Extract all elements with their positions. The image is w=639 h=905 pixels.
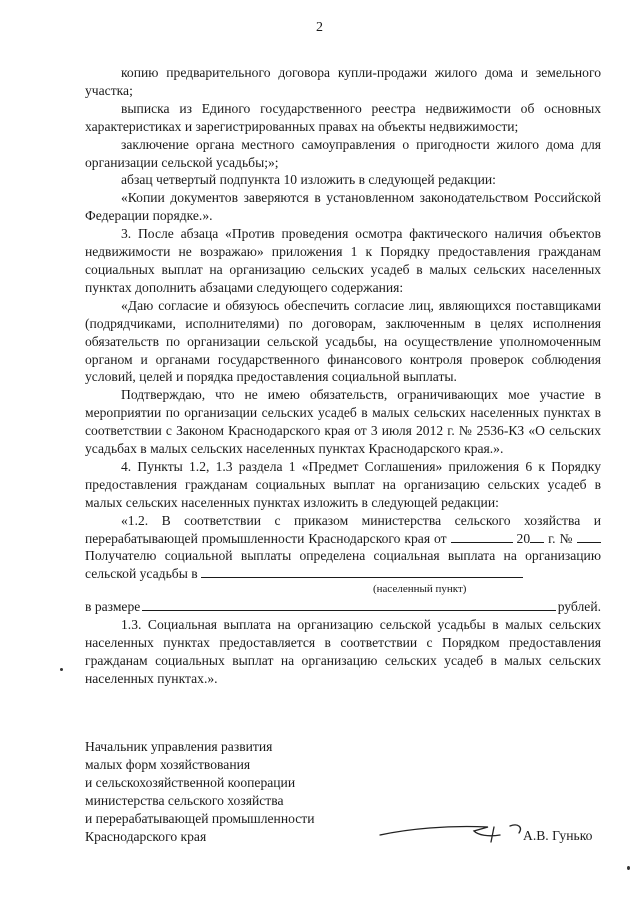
paragraph-subclause-10-intro: абзац четвертый подпункта 10 изложить в следующей редакции: [121, 172, 496, 188]
paragraph-item-4: 4. Пункты 1.2, 1.3 раздела 1 «Предмет Соглашения» приложения 6 к Порядку предоставления гражданам социальных выплат на организацию сельских усадеб в малых сельских населенных пунктах изложить в следующей редакции: [85, 458, 601, 510]
paragraph-local-authority-conclusion: заключение органа местного самоуправления о пригодности жилого дома для организации сельской усадьбы;»; [85, 136, 601, 170]
signatory-title-line: и сельскохозяйственной кооперации [85, 774, 296, 790]
signatory-title-line: Начальник управления развития [85, 739, 273, 754]
signatory-title-line: и перерабатывающей промышленности [85, 810, 315, 826]
signatory-title-line: Краснодарского края [85, 828, 207, 844]
paragraph-copies-certified: «Копии документов заверяются в установленном законодательством Российской Федерации порядке.». [85, 190, 601, 224]
clause-1-2-text-b: Получателю социальной выплаты определена социальная выплата на организацию сельской усадьбы в [85, 548, 601, 582]
scan-speck [60, 668, 63, 671]
paragraph-clause-1-3: 1.3. Социальная выплата на организацию сельской усадьбы в малых сельских населенных пунктах предоставляется в соответствии с Порядком предоставления гражданам социальных выплат на организацию сельских усадеб в малых сельских населенных пунктах.». [85, 617, 601, 686]
signatory-title-block [85, 738, 314, 845]
signer-name: А.В. Гунько [523, 828, 593, 843]
signatory-title-line: малых форм хозяйствования [85, 756, 251, 772]
settlement-blank [201, 565, 523, 578]
payment-size-suffix: рублей. [557, 599, 601, 615]
clause-1-2-number-sign: № [559, 530, 573, 546]
paragraph-registry-extract: выписка из Единого государственного реестра недвижимости об основных характеристиках и зарегистрированных правах на объекты недвижимости; [85, 100, 601, 134]
paragraph-confirmation: Подтверждаю, что не имею обязательств, ограничивающих мое участие в мероприятии по организации сельских усадеб в малых сельских населенных пунктах в соответствии с Законом Краснодарского края от 3 июля 2012 г. № 2536-КЗ «О сельских усадьбах в малых сельских населенных пунктах Краснодарского края.». [85, 387, 601, 457]
paragraph-preliminary-contract: копию предварительного договора купли-продажи жилого дома и земельного участка; [85, 65, 601, 98]
order-number-blank [577, 530, 601, 543]
clause-1-2-year-suffix: г. [548, 530, 556, 546]
year-blank [530, 530, 544, 543]
paragraph-clause-1-2 [85, 512, 601, 584]
paragraph-consent: «Даю согласие и обязуюсь обеспечить согласие лиц, являющихся поставщиками (подрядчиками, исполнителями) по договорам, заключенным в целях исполнения обязательств по организации сельской усадьбы, на осуществление уполномоченным органом и органами государственного финансового контроля проверок соблюдения условий, целей и порядка предоставления социальной выплаты. [85, 297, 601, 385]
payment-size-row [85, 597, 601, 616]
page-number: 2 [316, 20, 323, 35]
clause-1-2-text-a: «1.2. В соответствии с приказом министерства сельского хозяйства и перерабатывающей промышленности Краснодарского края от [85, 512, 601, 546]
handwritten-signature [378, 815, 528, 845]
payment-size-prefix: в размере [85, 599, 141, 615]
payment-amount-blank [142, 597, 555, 611]
order-date-blank [451, 530, 513, 543]
scan-speck [627, 866, 630, 870]
signatory-title-line: министерства сельского хозяйства [85, 792, 284, 808]
clause-1-2-year: 20 [516, 530, 531, 546]
paragraph-item-3: 3. После абзаца «Против проведения осмотра фактического наличия объектов недвижимости не возражаю» приложения 1 к Порядку предоставления гражданам социальных выплат на организацию сельских усадеб в малых сельских населенных пунктах дополнить абзацами следующего содержания: [85, 226, 601, 295]
document-body [85, 64, 601, 688]
settlement-caption: (населенный пункт) [373, 583, 467, 596]
